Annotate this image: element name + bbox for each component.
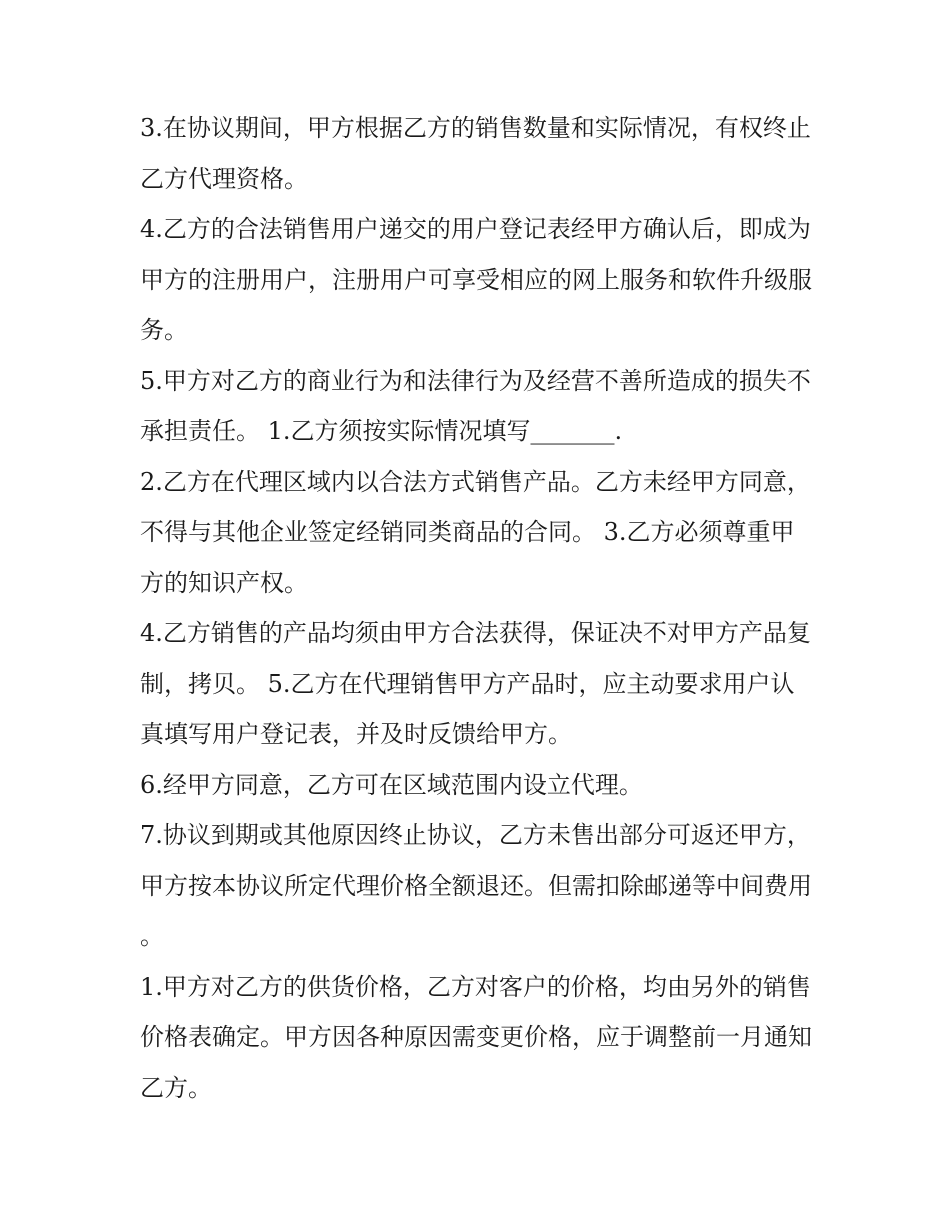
paragraph-item: 1.甲方对乙方的供货价格，乙方对客户的价格，均由另外的销售价格表确定。甲方因各种原因需变更价格，应于调整前一月通知乙方。 — [140, 972, 812, 1102]
paragraph-item: 6.经甲方同意，乙方可在区域范围内设立代理。 — [140, 770, 643, 799]
paragraph-item: 4.乙方销售的产品均须由甲方合法获得，保证决不对甲方产品复制，拷贝。 5.乙方在代理销售甲方产品时，应主动要求用户认真填写用户登记表，并及时反馈给甲方。 — [140, 619, 811, 748]
document-body — [140, 103, 815, 1113]
paragraph-item: 3.在协议期间，甲方根据乙方的销售数量和实际情况，有权终止乙方代理资格。 — [140, 114, 811, 193]
paragraph-item: 4.乙方的合法销售用户递交的用户登记表经甲方确认后，即成为甲方的注册用户，注册用户可享受相应的网上服务和软件升级服务。 — [140, 215, 812, 344]
paragraph-item: 5.甲方对乙方的商业行为和法律行为及经营不善所造成的损失不承担责任。 1.乙方须按实际情况填写_______. — [140, 366, 811, 445]
paragraph-item: 7.协议到期或其他原因终止协议，乙方未售出部分可返还甲方，甲方按本协议所定代理价格全额退还。但需扣除邮递等中间费用。 — [140, 821, 812, 950]
paragraph-item: 2.乙方在代理区域内以合法方式销售产品。乙方未经甲方同意，不得与其他企业签定经销同类商品的合同。 3.乙方必须尊重甲方的知识产权。 — [140, 467, 811, 597]
